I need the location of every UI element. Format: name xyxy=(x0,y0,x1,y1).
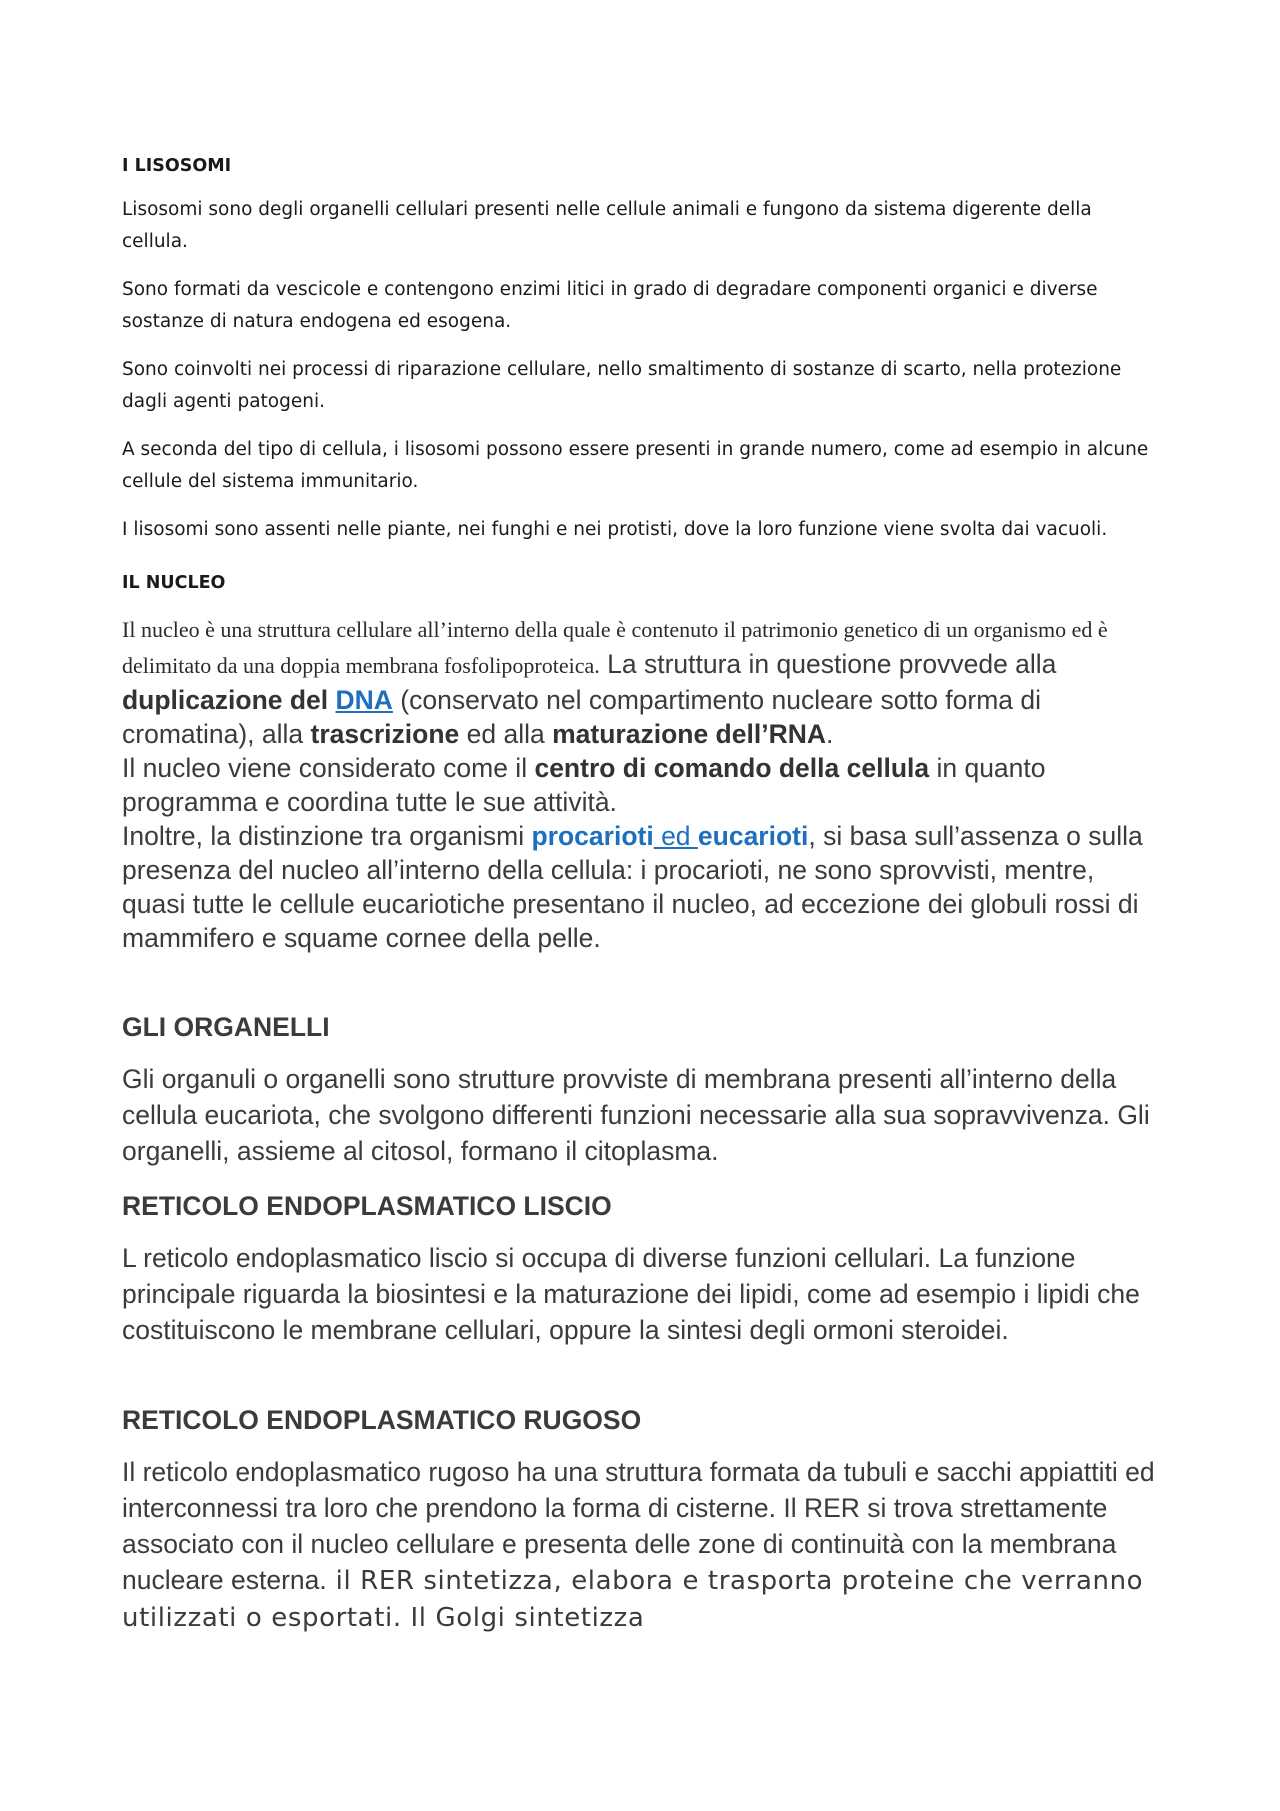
link-eucarioti[interactable]: eucarioti xyxy=(697,821,809,851)
text-run: La struttura in questione provvede alla xyxy=(599,649,1057,679)
heading-nucleo: IL NUCLEO xyxy=(122,573,226,593)
nucleo-serif-text: Il nucleo è una struttura cellulare all’interno della quale è contenuto il patrimonio genetico di un organismo ed è delimitato da una doppia membrana fosfolipoproteica. xyxy=(122,617,1108,678)
section-lisosomi xyxy=(122,156,1162,563)
heading-lisosomi: I LISOSOMI xyxy=(122,156,232,176)
text-run: Inoltre, la distinzione tra organismi xyxy=(122,821,532,851)
paragraph: L reticolo endoplasmatico liscio si occupa di diverse funzioni cellulari. La funzione principale riguarda la biosintesi e la maturazione dei lipidi, come ad esempio i lipidi che costituiscono le membrane cellulari, oppure la sintesi degli ormoni steroidei. xyxy=(122,1243,1140,1345)
text-run: il RER sintetizza, elabora e trasporta proteine che verranno utilizzati o esportati. Il Golgi sintetizza xyxy=(122,1566,1144,1633)
paragraph: A seconda del tipo di cellula, i lisosomi possono essere presenti in grande numero, come ad esempio in alcune cellule del sistema immunitario. xyxy=(122,439,1149,492)
paragraph: Sono coinvolti nei processi di riparazione cellulare, nello smaltimento di sostanze di scarto, nella protezione dagli agenti patogeni. xyxy=(122,359,1122,412)
paragraph: Lisosomi sono degli organelli cellulari presenti nelle cellule animali e fungono da sistema digerente della cellula. xyxy=(122,199,1092,252)
text-run: Il reticolo endoplasmatico rugoso ha una struttura formata da tubuli e sacchi appiattiti ed interconnessi tra loro che prendono la forma di cisterne. Il RER si trova strettamente associato con il nucleo cellulare e presenta delle zone di continuità con la membrana nucleare esterna. xyxy=(122,1457,1155,1595)
text-run: . xyxy=(826,719,834,749)
link-ed[interactable]: ed xyxy=(653,821,698,851)
bold-run: duplicazione del xyxy=(122,685,336,715)
text-run: , si basa sull’assenza o sulla presenza del nucleo all’interno della cellula: i procarioti, ne sono sprovvisti, mentre, quasi tutte le cellule eucariotiche presentano il nucleo, ad eccezione dei globuli rossi di mammifero e squame cornee della pelle. xyxy=(122,821,1143,953)
heading-rer: RETICOLO ENDOPLASMATICO RUGOSO xyxy=(122,1405,642,1435)
section-rer xyxy=(122,1405,1162,1636)
heading-organelli: GLI ORGANELLI xyxy=(122,1012,330,1042)
paragraph: I lisosomi sono assenti nelle piante, nei funghi e nei protisti, dove la loro funzione viene svolta dai vacuoli. xyxy=(122,519,1108,540)
bold-run: centro di comando della cellula xyxy=(534,753,930,783)
text-run: in quanto programma e coordina tutte le sue attività. xyxy=(122,753,1046,817)
link-procarioti[interactable]: procarioti xyxy=(531,821,654,851)
paragraph: Sono formati da vescicole e contengono enzimi litici in grado di degradare componenti organici e diverse sostanze di natura endogena ed esogena. xyxy=(122,279,1098,332)
section-organelli xyxy=(122,1012,1162,1169)
bold-run: maturazione dell’RNA xyxy=(552,719,826,749)
nucleo-body xyxy=(122,611,1162,955)
paragraph: Gli organuli o organelli sono strutture provviste di membrana presenti all’interno della cellula eucariota, che svolgono differenti funzioni necessarie alla sua sopravvivenza. Gli organelli, assieme al citosol, formano il citoplasma. xyxy=(122,1064,1150,1166)
text-run: ed alla xyxy=(459,719,553,749)
text-run: Il nucleo viene considerato come il xyxy=(122,753,535,783)
paragraph xyxy=(122,1454,1162,1636)
section-nucleo xyxy=(122,573,1162,955)
link-dna[interactable]: DNA xyxy=(335,685,393,715)
heading-rel: RETICOLO ENDOPLASMATICO LISCIO xyxy=(122,1191,612,1221)
text-run: (conservato nel compartimento nucleare sotto forma di cromatina), alla xyxy=(122,685,1042,749)
section-rel xyxy=(122,1191,1162,1348)
bold-run: trascrizione xyxy=(310,719,460,749)
